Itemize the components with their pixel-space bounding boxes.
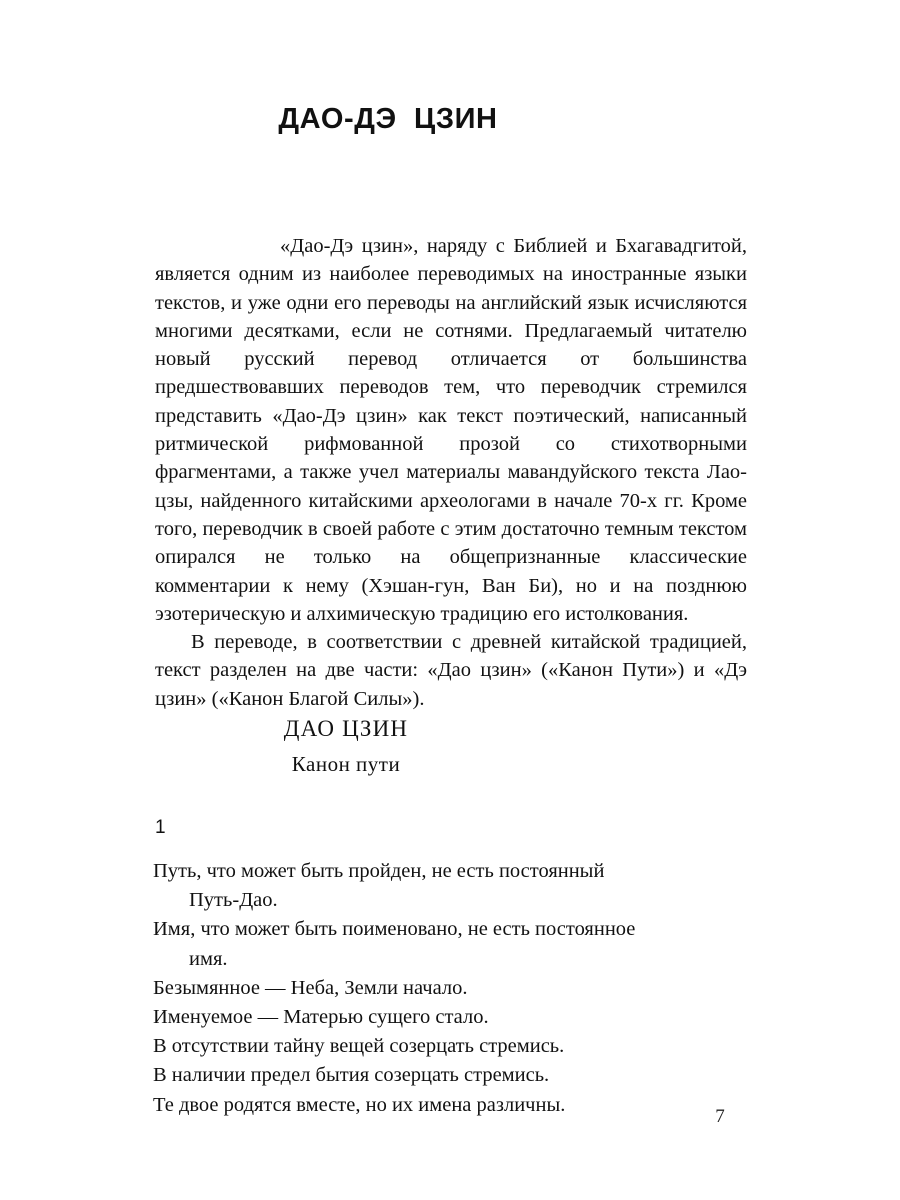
section-heading: ДАО ЦЗИН xyxy=(283,716,409,741)
verse-line: Безымянное — Неба, Земли начало. xyxy=(153,976,468,999)
verse-line: Путь, что может быть пройден, не есть постоянный xyxy=(153,860,605,882)
page-number: 7 xyxy=(715,1106,725,1127)
intro-paragraph-2: В переводе, в соответствии с древней китайской традицией, текст разделен на две части: «Дао цзин» («Канон Пути») и «Дэ цзин» («Канон Благой Силы»). xyxy=(155,631,747,710)
verse-line: Путь-Дао. xyxy=(189,889,278,912)
verse-line: Именуемое — Матерью сущего стало. xyxy=(153,1006,489,1029)
verse-number: 1 xyxy=(155,817,166,838)
verse-line: В отсутствии тайну вещей созерцать стремись. xyxy=(153,1035,565,1058)
page-title: ДАО-ДЭ ЦЗИН xyxy=(278,103,498,135)
section-subheading: Канон пути xyxy=(291,752,401,776)
verse-line: Те двое родятся вместе, но их имена различны. xyxy=(153,1093,566,1116)
introduction-text-block xyxy=(155,232,747,713)
verse-line: Имя, что может быть поименовано, не есть постоянное xyxy=(153,918,636,941)
intro-paragraph-1: «Дао-Дэ цзин», наряду с Библией и Бхагавадгитой, является одним из наиболее переводимых на иностранные языки текстов, и уже одни его переводы на английский язык исчисляются многими десятками, если не сотнями. Предлагаемый читателю новый русский перевод отличается от большинства предшествовавших переводов тем, что переводчик стремился представить «Дао-Дэ цзин» как текст поэтический, написанный ритмической рифмованной прозой со стихотворными фрагментами, а также учел материалы мавандуйского текста Лао-цзы, найденного китайскими археологами в начале 70-х гг. Кроме того, переводчик в своей работе с этим достаточно темным текстом опирался не только на общепризнанные классические комментарии к нему (Хэшан-гун, Ван Би), но и на позднюю эзотерическую и алхимическую традицию его истолкования. xyxy=(155,235,747,625)
verse-line: имя. xyxy=(189,947,228,970)
verse-block xyxy=(153,857,753,1120)
verse-line: В наличии предел бытия созерцать стремись. xyxy=(153,1064,550,1087)
